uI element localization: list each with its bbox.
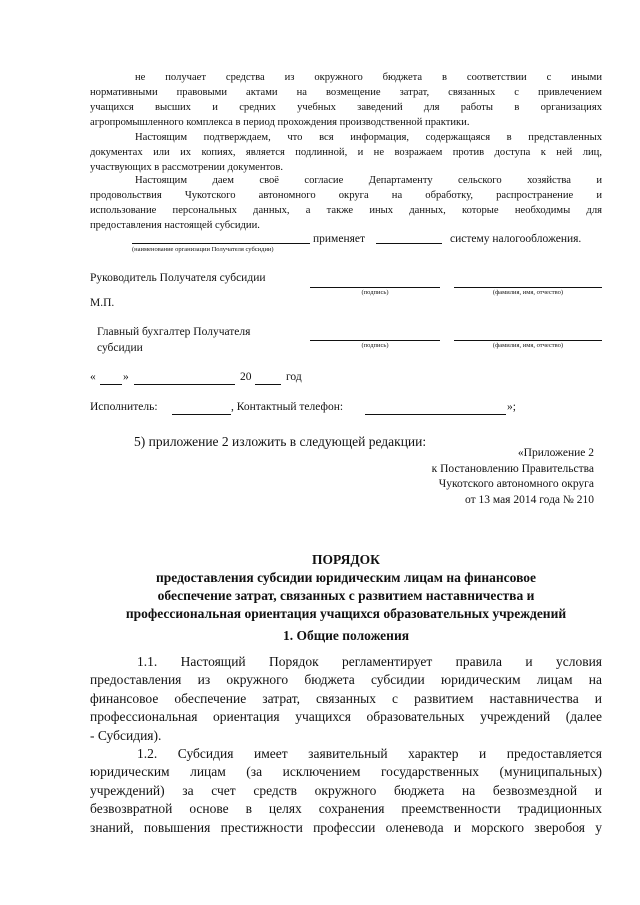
subtitle-line: профессиональная ориентация учащихся образовательных учреждений [125, 606, 567, 621]
phone-field[interactable] [365, 414, 506, 415]
head-label: Руководитель Получателя субсидии [90, 272, 266, 284]
sign-caption: (подпись) [361, 342, 389, 349]
text-line: - Субсидия). [90, 727, 162, 743]
seal-label: М.П. [90, 297, 115, 309]
subtitle-line: предоставления субсидии юридическим лицам на финансовое [155, 570, 537, 585]
subtitle-line: обеспечение затрат, связанных с развитием наставничества и [157, 588, 535, 603]
appendix-line: к Постановлению Правительства [431, 462, 594, 475]
accountant-label: Главный бухгалтер Получателя [97, 326, 251, 338]
document-subtitle [90, 569, 602, 623]
date-quote-close: » [123, 371, 129, 383]
text-line: предоставления настоящей субсидии. [90, 220, 260, 231]
date-year-suffix: год [286, 371, 302, 383]
tax-system-text: систему налогообложения. [450, 233, 582, 245]
text-line: агропромышленного комплекса в период прохождения производственной практики. [90, 117, 470, 128]
text-line: 1.1. Настоящий Порядок регламентирует правила и условия [137, 654, 602, 669]
document-heading: ПОРЯДОК [312, 552, 380, 567]
text-line: 1.2. Субсидия имеет заявительный характер и предоставляется [137, 746, 602, 761]
text-line: Настоящим даем своё согласие Департаменту сельского хозяйства и [135, 175, 602, 186]
accountant-name-field[interactable] [454, 340, 602, 341]
executor-end: »; [507, 401, 516, 413]
clause-1-2 [90, 745, 602, 837]
executor-field[interactable] [172, 414, 231, 415]
text-line: не получает средства из окружного бюджета в соответствии с иными [135, 72, 602, 83]
appendix-line: от 13 мая 2014 года № 210 [465, 493, 594, 506]
head-signature-field[interactable] [310, 287, 440, 288]
text-line: безвозвратной основе в целях сохранения преемственности традиционных [90, 801, 602, 817]
text-line: продовольствия Чукотского автономного округа на обработку, распространение и [90, 190, 602, 201]
text-line: профессиональная ориентация учащихся образовательных учреждений (далее [90, 709, 602, 725]
confirm-paragraph [90, 130, 602, 175]
text-line: учащихся высших и средних учебных заведений для работы в организациях [90, 102, 602, 113]
date-quote-open: « [90, 371, 96, 383]
text-line: учреждений) за счет средств окружного бюджета на безвозмездной и [90, 782, 602, 798]
text-line: знаний, повышения престижности профессии оленевода и морского зверобоя у [90, 819, 602, 835]
text-line: нормативными правовыми актами на возмещение затрат, связанных с привлечением [90, 87, 602, 98]
tax-system-field[interactable] [376, 243, 442, 244]
applies-text: применяет [313, 233, 366, 245]
accountant-signature-field[interactable] [310, 340, 440, 341]
appendix-header [432, 446, 594, 508]
name-caption: (фамилия, имя, отчество) [492, 342, 564, 349]
text-line: юридическим лицам (за исключением государственных (муниципальных) [90, 764, 602, 780]
clause-1-1 [90, 653, 602, 745]
text-line: Настоящим подтверждаем, что вся информация, содержащаяся в представленных [135, 132, 602, 143]
accountant-label: субсидии [97, 342, 143, 354]
sign-caption: (подпись) [361, 289, 389, 296]
appendix-line: Чукотского автономного округа [438, 478, 594, 490]
head-name-field[interactable] [454, 287, 602, 288]
text-line: документах или их копиях, является подлинной, и не возражаем против доступа к ней лиц, [90, 147, 602, 158]
text-line: предоставления из окружного бюджета субсидии юридическим лицам на [90, 672, 602, 688]
date-month-field[interactable] [134, 384, 235, 385]
text-line: финансовое обеспечение затрат, связанных с развитием наставничества и [90, 690, 602, 706]
date-day-field[interactable] [100, 384, 122, 385]
text-line: участвующих в рассмотрении документов. [90, 162, 283, 173]
phone-label: , Контактный телефон: [231, 401, 344, 413]
intro-paragraph [90, 70, 602, 130]
appendix-line: «Приложение 2 [517, 447, 594, 459]
organization-name-field[interactable] [132, 243, 310, 244]
date-year-field[interactable] [255, 384, 281, 385]
organization-caption: (наименование организации Получателя субсидии) [132, 246, 274, 253]
section-heading: 1. Общие положения [282, 628, 410, 643]
consent-paragraph [90, 173, 602, 233]
amendment-text: 5) приложение 2 изложить в следующей редакции: [134, 434, 427, 449]
name-caption: (фамилия, имя, отчество) [492, 289, 564, 296]
text-line: использование персональных данных, а также иных данных, которые необходимы для [90, 205, 602, 216]
date-year-prefix: 20 [240, 371, 252, 383]
executor-label: Исполнитель: [90, 401, 158, 413]
